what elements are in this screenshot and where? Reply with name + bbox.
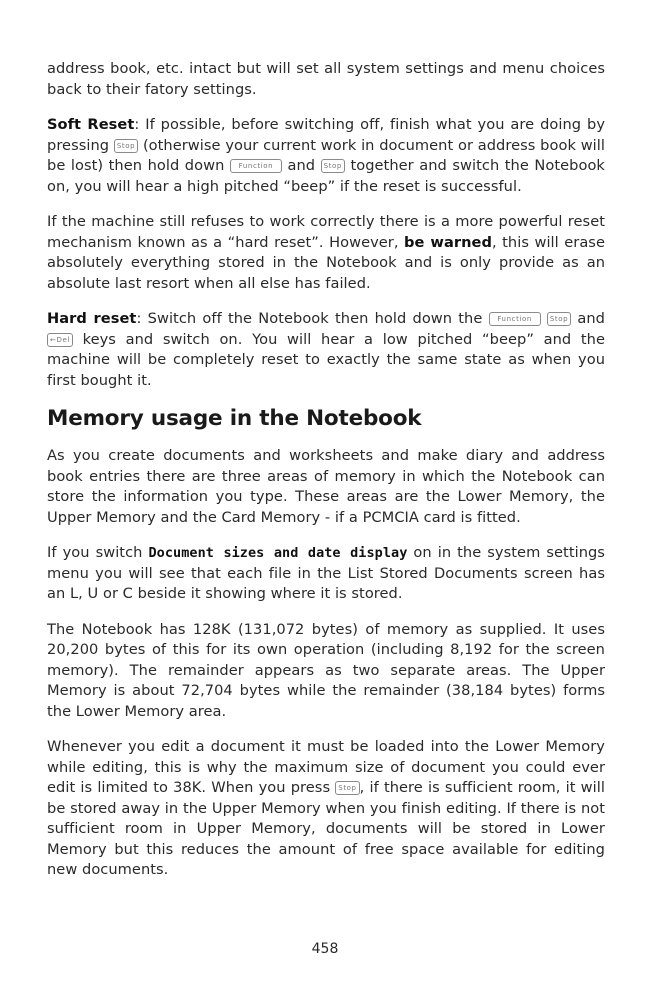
editing-text-2: , if there is sufficient room, it will be stored away in the Upper Memory when you finish editing. If there is not sufficient room in Upper Memory, documents will be stored in Lower Memory but this reduces the amount of free space available for editing new documents. <box>47 779 605 878</box>
editing-text-1: Whenever you edit a document it must be loaded into the Lower Memory while editing, this is why the maximum size of document you could ever edit is limited to 38K. When you press <box>47 738 605 796</box>
hard-reset-paragraph <box>47 309 605 391</box>
soft-reset-text-3: and <box>287 157 316 174</box>
hard-reset-text-2: and <box>577 310 605 327</box>
stop-key-icon: Stop <box>547 312 571 326</box>
soft-reset-paragraph <box>47 115 605 197</box>
soft-reset-text-4: together and switch the Notebook on, you will hear a high pitched “beep” if the reset is successful. <box>47 157 605 195</box>
stop-key-icon: Stop <box>335 781 359 795</box>
hard-reset-intro-text-1: If the machine still refuses to work correctly there is a more powerful reset mechanism known as a “hard reset”. However, <box>47 213 605 251</box>
warning-text: be warned <box>404 233 492 251</box>
delete-key-icon: ←Del <box>47 333 73 347</box>
capacity-text: The Notebook has 128K (131,072 bytes) of memory as supplied. It uses 20,200 bytes of this for its own operation (including 8,192 for the screen memory). The remainder appears as two separate areas. The Upper Memory is about 72,704 bytes while the remainder (38,184 bytes) forms the Lower Memory area. <box>47 620 605 720</box>
switch-setting-paragraph <box>47 543 605 605</box>
stop-key-icon: Stop <box>114 139 138 153</box>
hard-reset-text-3: keys and switch on. You will hear a low pitched “beep” and the machine will be completely reset to exactly the same state as when you first bought it. <box>47 330 605 389</box>
page-body <box>47 59 605 896</box>
stop-key-icon: Stop <box>321 159 345 173</box>
intro-text: address book, etc. intact but will set all system settings and menu choices back to their fatory settings. <box>47 60 605 98</box>
soft-reset-text-1: : If possible, before switching off, finish what you are doing by pressing <box>47 116 606 154</box>
soft-reset-text-2: (otherwise your current work in document or address book will be lost) then hold down <box>47 136 605 174</box>
memory-areas-paragraph <box>47 446 605 528</box>
hard-reset-text-1: : Switch off the Notebook then hold down the <box>136 310 483 327</box>
function-key-icon: Function <box>489 312 541 326</box>
editing-paragraph <box>47 737 605 881</box>
setting-name-code: Document sizes and date display <box>148 545 408 561</box>
page-number: 458 <box>311 941 339 957</box>
section-heading: Memory usage in the Notebook <box>47 406 422 431</box>
hard-reset-label: Hard reset <box>47 310 137 327</box>
intro-paragraph <box>47 59 605 100</box>
switch-text-1: If you switch <box>47 544 143 561</box>
soft-reset-label: Soft Reset <box>47 116 135 133</box>
hard-reset-intro-paragraph <box>47 212 605 294</box>
capacity-paragraph <box>47 620 605 723</box>
switch-text-2: on in the system settings menu you will see that each file in the List Stored Documents screen has an L, U or C beside it showing where it is stored. <box>47 544 605 602</box>
hard-reset-intro-text-2: , this will erase absolutely everything stored in the Notebook and is only provide as an absolute last resort when all else has failed. <box>47 233 605 292</box>
function-key-icon: Function <box>230 159 282 173</box>
memory-areas-text: As you create documents and worksheets and make diary and address book entries there are three areas of memory in which the Notebook can store the information you type. These areas are the Lower Memory, the Upper Memory and the Card Memory - if a PCMCIA card is fitted. <box>47 447 605 526</box>
